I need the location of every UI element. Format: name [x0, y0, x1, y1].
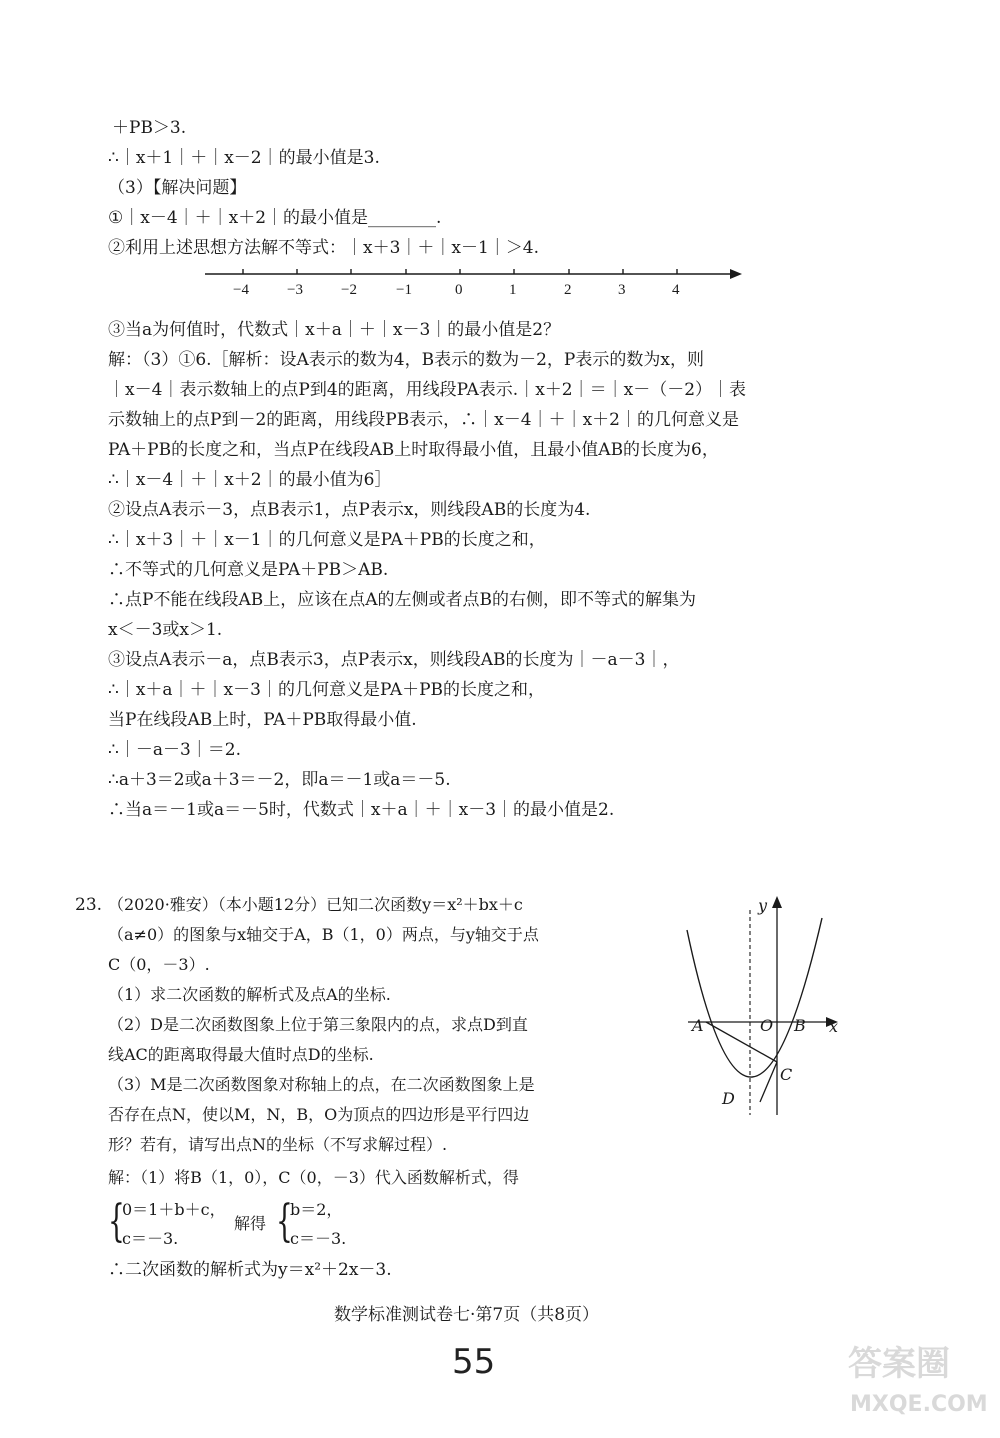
- label-x: x: [829, 1017, 839, 1036]
- equation-line: 0＝1＋b＋c，: [122, 1200, 226, 1219]
- equation-line: b＝2，: [290, 1200, 343, 1219]
- question-text: C（0，－3）.: [108, 955, 210, 974]
- text-line: ③设点A表示－a，点B表示3，点P表示x，则线段AB的长度为｜－a－3｜，: [108, 650, 680, 670]
- text-line: ∴｜x＋1｜＋｜x－2｜的最小值是3.: [108, 148, 380, 168]
- handwritten-page-number: 55: [452, 1342, 496, 1382]
- tick-label: −2: [341, 282, 357, 298]
- tick-label: 1: [509, 282, 517, 298]
- text-line: ②设点A表示－3，点B表示1，点P表示x，则线段AB的长度为4.: [108, 500, 591, 520]
- question-text: 形？若有，请写出点N的坐标（不写求解过程）.: [108, 1135, 448, 1154]
- tick-label: 4: [672, 282, 680, 298]
- text-line: PA＋PB的长度之和，当点P在线段AB上时取得最小值，且最小值AB的长度为6，: [108, 440, 719, 460]
- system-brace: {: [108, 1196, 125, 1247]
- tick-label: −1: [396, 282, 412, 298]
- tick-label: −4: [233, 282, 249, 298]
- solution-text: 解：（1）将B（1，0），C（0，－3）代入函数解析式，得: [108, 1168, 519, 1187]
- tick-label: 0: [455, 282, 463, 298]
- tick-label: 2: [564, 282, 572, 298]
- question-text: 否存在点N，使以M，N，B，O为顶点的四边形是平行四边: [108, 1105, 530, 1124]
- equation-line: c＝－3.: [290, 1229, 347, 1248]
- text-line: ∴当a＝－1或a＝－5时，代数式｜x＋a｜＋｜x－3｜的最小值是2.: [108, 800, 615, 820]
- question-text: （2）D是二次函数图象上位于第三象限内的点，求点D到直: [108, 1015, 528, 1034]
- text-line: ∴｜－a－3｜＝2.: [108, 740, 241, 760]
- text-line: 当P在线段AB上时，PA＋PB取得最小值.: [108, 710, 417, 730]
- text-line: ∴不等式的几何意义是PA＋PB＞AB.: [108, 560, 389, 580]
- solve-word: 解得: [234, 1214, 267, 1233]
- page-footer: 数学标准测试卷七·第7页（共8页）: [334, 1305, 600, 1325]
- text-line: ③当a为何值时，代数式｜x＋a｜＋｜x－3｜的最小值是2？: [108, 320, 561, 340]
- label-d: D: [722, 1089, 735, 1108]
- tick-label: −3: [287, 282, 303, 298]
- parabola-figure: [670, 890, 855, 1120]
- tick-label: 3: [618, 282, 626, 298]
- question-text: （1）求二次函数的解析式及点A的坐标.: [108, 985, 391, 1004]
- label-y: y: [758, 896, 768, 915]
- text-line: ｜x－4｜表示数轴上的点P到4的距离，用线段PA表示.｜x＋2｜＝｜x－（－2）｜表: [108, 380, 747, 400]
- system-brace: {: [276, 1196, 293, 1247]
- label-a: A: [692, 1016, 704, 1035]
- label-o: O: [760, 1016, 774, 1035]
- text-line: 解：（3）①6.［解析：设A表示的数为4，B表示的数为－2，P表示的数为x，则: [108, 350, 704, 370]
- text-line: 示数轴上的点P到－2的距离，用线段PB表示，∴｜x－4｜＋｜x＋2｜的几何意义是: [108, 410, 739, 430]
- segment-dc: [760, 1062, 777, 1102]
- text-line: ＋PB＞3.: [112, 118, 187, 138]
- question-number: 23.: [75, 895, 103, 915]
- parabola-curve: [687, 918, 822, 1077]
- text-line: ∴｜x－4｜＋｜x＋2｜的最小值为6］: [108, 470, 392, 490]
- question-text: （a≠0）的图象与x轴交于A，B（1，0）两点，与y轴交于点: [108, 925, 539, 944]
- text-line: ∴｜x＋a｜＋｜x－3｜的几何意义是PA＋PB的长度之和，: [108, 680, 546, 700]
- question-text: （3）M是二次函数图象对称轴上的点，在二次函数图象上是: [108, 1075, 535, 1094]
- question-text: （2020·雅安）（本小题12分）已知二次函数y＝x²＋bx＋c: [108, 895, 523, 914]
- label-b: B: [794, 1016, 806, 1035]
- text-line: ①｜x－4｜＋｜x＋2｜的最小值是________.: [108, 208, 442, 228]
- question-text: 线AC的距离取得最大值时点D的坐标.: [108, 1045, 374, 1064]
- text-line: ∴｜x＋3｜＋｜x－1｜的几何意义是PA＋PB的长度之和，: [108, 530, 546, 550]
- text-line: ②利用上述思想方法解不等式：｜x＋3｜＋｜x－1｜＞4.: [108, 238, 540, 258]
- watermark-logo: 答案圈: [848, 1344, 950, 1384]
- conclusion-line: ∴二次函数的解析式为y＝x²＋2x－3.: [108, 1260, 392, 1280]
- watermark-url: MXQE.COM: [850, 1392, 988, 1417]
- text-line: x＜－3或x＞1.: [108, 620, 223, 640]
- section-heading: （3）【解决问题】: [108, 178, 247, 198]
- text-line: ∴点P不能在线段AB上，应该在点A的左侧或者点B的右侧，即不等式的解集为: [108, 590, 696, 610]
- text-line: ∴a＋3＝2或a＋3＝－2，即a＝－1或a＝－5.: [108, 770, 451, 790]
- label-c: C: [780, 1065, 793, 1084]
- equation-line: c＝－3.: [122, 1229, 179, 1248]
